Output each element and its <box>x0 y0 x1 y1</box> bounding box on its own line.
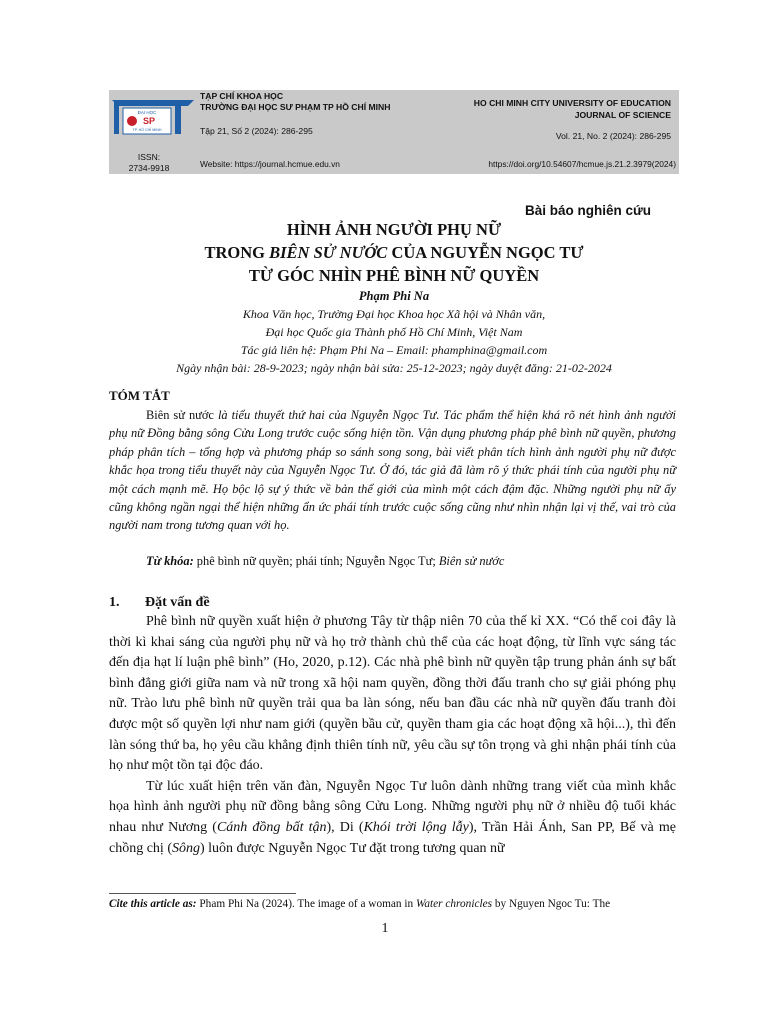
footnote-divider <box>109 893 296 894</box>
university-logo <box>112 96 194 136</box>
article-type: Bài báo nghiên cứu <box>525 203 652 218</box>
journal-name-vi: TẠP CHÍ KHOA HỌC TRƯỜNG ĐẠI HỌC SƯ PHẠM TP HỒ CHÍ MINH <box>200 91 391 112</box>
corresponding-author: Tác giả liên hệ: Phạm Phi Na – Email: phamphina@gmail.com <box>240 343 548 357</box>
dates: Ngày nhận bài: 28-9-2023; ngày nhận bài sửa: 25-12-2023; ngày duyệt đăng: 21-02-2024 <box>176 361 612 375</box>
section-body <box>109 612 676 859</box>
paragraph: Phê bình nữ quyền xuất hiện ở phương Tây từ thập niên 70 của thế kỉ XX. “Có thể coi đây là thời kì khai sáng của người phụ nữ và họ trở thành chủ thể của các hoạt động, từ lĩnh vực sáng tác đến địa hạt lí luận phê bình” (Ho, 2020, p.12). Các nhà phê bình nữ quyền tập trung phản ánh sự bất bình đẳng giới giữa nam và nữ trong xã hội nam quyền, đồng thời đấu tranh cho sự giải phóng phụ nữ. Trào lưu phê bình nữ quyền trải qua ba làn sóng, nếu ban đầu các nhà nữ quyền đấu tranh đòi được một số quyền lợi như nam giới (quyền bầu cử, quyền tham gia các hoạt động xã hội...), thì đến làn sóng thứ ba, họ yêu cầu khẳng định thiên tính nữ, yêu cầu sự tôn trọng và ghi nhận phái tính của họ như một tồn tại độc đáo. <box>109 614 676 774</box>
article-meta <box>109 287 679 377</box>
website-link[interactable]: Website: https://journal.hcmue.edu.vn <box>200 159 340 169</box>
logo-bottom-text: TP. HỒ CHÍ MINH <box>132 128 162 132</box>
abstract-text: Biên sử nước là tiểu thuyết thứ hai của Nguyễn Ngọc Tư. Tác phẩm thể hiện khá rõ nét hình ảnh người phụ nữ Đồng bằng sông Cửu Long trước cuộc sống hiện tồn. Vận dụng phương pháp phê bình nữ quyền, phương pháp phân tích – tổng hợp và phương pháp so sánh song song, bài viết phân tích hình ảnh người phụ nữ được khắc họa trong tiểu thuyết này của Nguyễn Ngọc Tư. Ở đó, tác giả đã làm rõ ý thức phái tính của người phụ nữ một cách mạnh mẽ. Họ bộc lộ sự ý thức về bản thể giới của mình một cách đậm đặc. Những người phụ nữ ấy cũng không ngần ngại thể hiện những ẩn ức phái tính trước cuộc sống cũng như nhìn nhận lại vị thế, vai trò của người nam trong tương quan với họ. <box>109 408 676 533</box>
volume-vi: Tập 21, Số 2 (2024): 286-295 <box>200 126 313 136</box>
citation-footnote: Cite this article as: Pham Phi Na (2024). The image of a woman in Water chronicles by Nguyen Ngoc Tu: The <box>109 898 611 910</box>
affiliation: Đại học Quốc gia Thành phố Hồ Chí Minh, Việt Nam <box>265 325 523 339</box>
paragraph: Từ lúc xuất hiện trên văn đàn, Nguyễn Ngọc Tư luôn dành những trang viết của mình khắc họa hình ảnh người phụ nữ đồng bằng sông Cửu Long. Những người phụ nữ ở nhiều độ tuổi khác nhau như Nương (Cánh đồng bất tận), Di (Khói trời lộng lẫy), Trần Hải Ánh, San PP, Bế và mẹ chồng chị (Sông) luôn được Nguyễn Ngọc Tư đặt trong tương quan nữ <box>109 778 676 856</box>
page-number: 1 <box>381 921 389 936</box>
affiliation: Khoa Văn học, Trường Đại học Khoa học Xã hội và Nhân văn, <box>242 307 546 321</box>
section-heading: 1. Đặt vấn đề <box>109 595 210 610</box>
volume-en: Vol. 21, No. 2 (2024): 286-295 <box>555 131 671 141</box>
journal-header <box>109 90 679 174</box>
logo-top-text: ĐẠI HỌC <box>137 110 157 115</box>
logo-mid-text: SP <box>142 116 156 126</box>
abstract-heading: TÓM TẮT <box>109 388 170 403</box>
journal-name-en: HO CHI MINH CITY UNIVERSITY OF EDUCATION JOURNAL OF SCIENCE <box>473 98 671 120</box>
keywords: Từ khóa: phê bình nữ quyền; phái tính; Nguyễn Ngọc Tư; Biên sử nước <box>146 554 505 568</box>
issn: ISSN: 2734-9918 <box>128 152 170 173</box>
author-name: Phạm Phi Na <box>358 289 430 303</box>
doi-link[interactable]: https://doi.org/10.54607/hcmue.js.21.2.3979(2024) <box>488 159 676 169</box>
article-title: HÌNH ẢNH NGƯỜI PHỤ NỮ TRONG BIÊN SỬ NƯỚC CỦA NGUYỄN NGỌC TƯ TỪ GÓC NHÌN PHÊ BÌNH NỮ QUYỀN <box>204 220 584 285</box>
